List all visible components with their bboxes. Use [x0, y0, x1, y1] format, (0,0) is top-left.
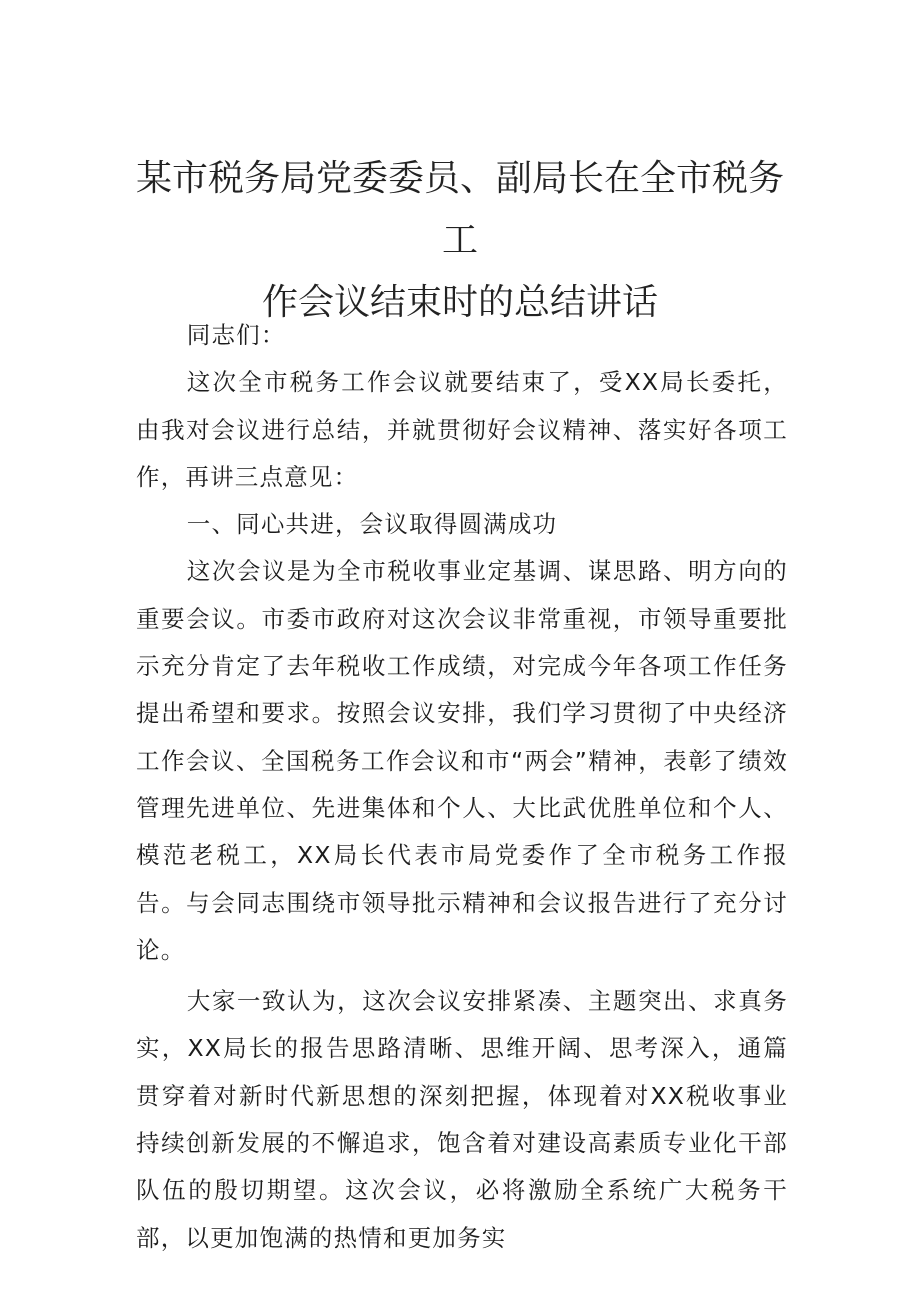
section-heading: 一、同心共进，会议取得圆满成功	[186, 510, 558, 539]
document-body	[136, 312, 788, 1262]
body-paragraph: 这次全市税务工作会议就要结束了，受XX局长委托，由我对会议进行总结，并就贯彻好会议精神、落实好各项工作，再讲三点意见：	[136, 368, 788, 491]
body-paragraph: 这次会议是为全市税收事业定基调、谋思路、明方向的重要会议。市委市政府对这次会议非常重视，市领导重要批示充分肯定了去年税收工作成绩，对完成今年各项工作任务提出希望和要求。按照会议安排，我们学习贯彻了中央经济工作会议、全国税务工作会议和市“两会”精神，表彰了绩效管理先进单位、先进集体和个人、大比武优胜单位和个人、模范老税工，XX局长代表市局党委作了全市税务工作报告。与会同志围绕市领导批示精神和会议报告进行了充分讨论。	[136, 557, 788, 964]
document-title	[120, 148, 800, 334]
salutation: 同志们：	[186, 321, 286, 349]
title-line-1: 某市税务局党委委员、副局长在全市税务工	[135, 158, 784, 262]
body-paragraph: 大家一致认为，这次会议安排紧凑、主题突出、求真务实，XX局长的报告思路清晰、思维开阔、思考深入，通篇贯穿着对新时代新思想的深刻把握，体现着对XX税收事业持续创新发展的不懈追求，饱含着对建设高素质专业化干部队伍的殷切期望。这次会议，必将激励全系统广大税务干部，以更加饱满的热情和更加务实	[136, 987, 788, 1252]
title-line-2: 作会议结束时的总结讲话	[261, 282, 658, 324]
